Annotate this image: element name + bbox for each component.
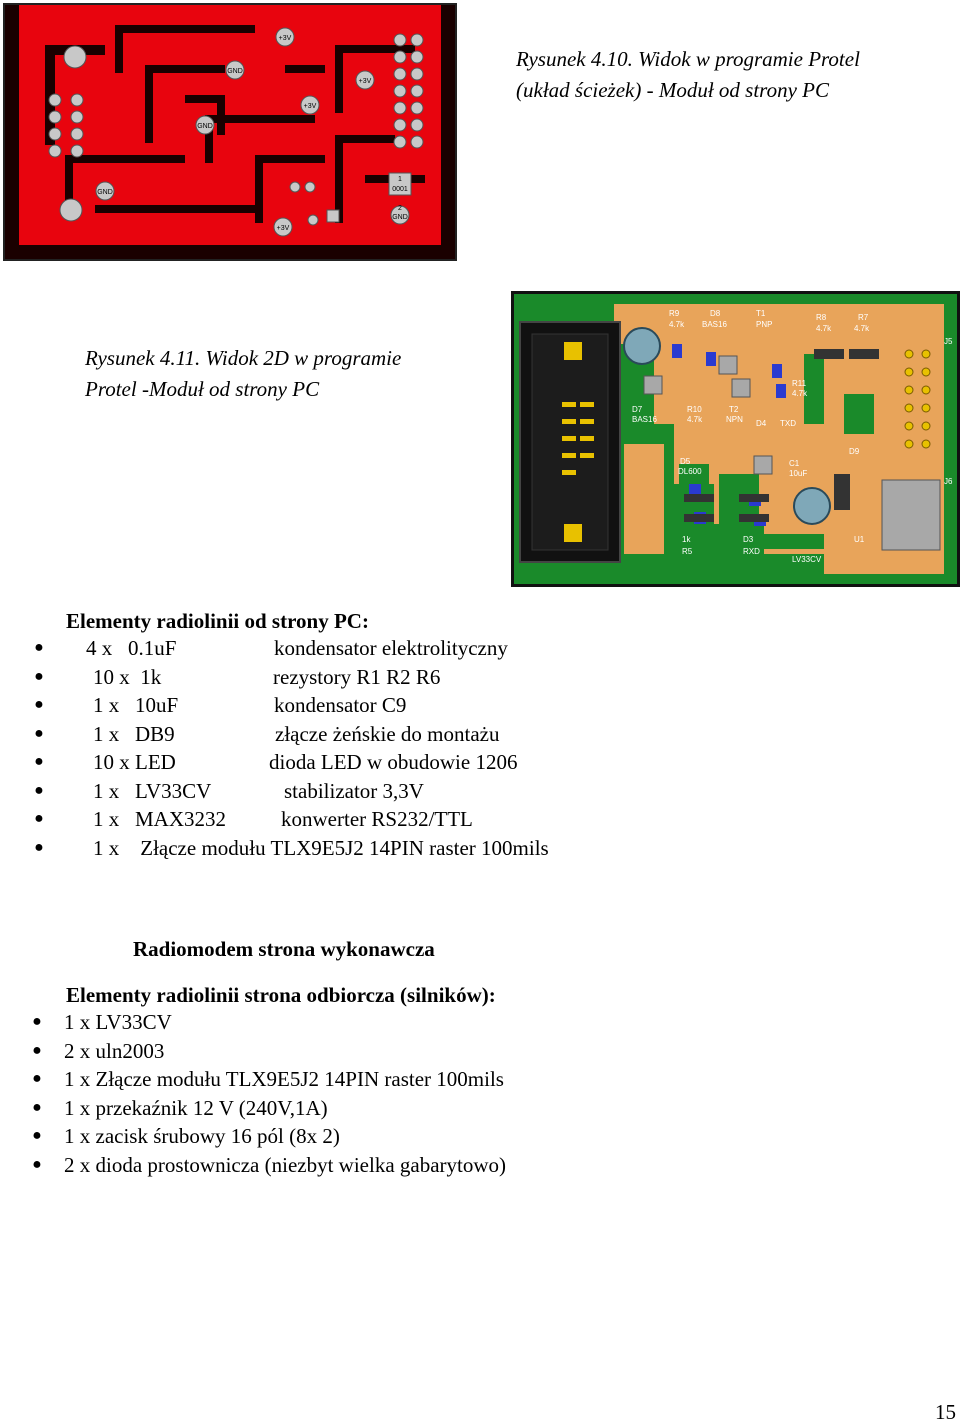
section2-title: Radiomodem strona wykonawcza bbox=[133, 937, 435, 961]
svg-text:4.7k: 4.7k bbox=[854, 324, 870, 333]
svg-text:+3V: +3V bbox=[278, 35, 292, 42]
bullet-icon: ● bbox=[34, 810, 44, 827]
bullet-icon: ● bbox=[34, 753, 44, 770]
svg-text:J5: J5 bbox=[944, 337, 953, 346]
figure-4-11-caption bbox=[85, 343, 505, 405]
svg-text:GND: GND bbox=[197, 123, 213, 130]
list-item: ● 1 x przekaźnik 12 V (240V,1A) bbox=[64, 1094, 764, 1123]
bullet-icon: ● bbox=[32, 1041, 42, 1059]
list-item: ● 1 x LV33CV bbox=[64, 1008, 764, 1037]
svg-text:GND: GND bbox=[227, 68, 243, 75]
list-item: ● 2 x dioda prostownicza (niezbyt wielka gabarytowo) bbox=[64, 1151, 764, 1180]
svg-text:D3: D3 bbox=[743, 535, 754, 544]
bullet-icon: ● bbox=[32, 1070, 42, 1087]
svg-text:4.7k: 4.7k bbox=[792, 389, 808, 398]
svg-text:1k: 1k bbox=[682, 535, 691, 544]
list-item: ● 4 x 0.1uF kondensator elektrolityczny bbox=[66, 634, 766, 663]
list-item: ● 1 x Złącze modułu TLX9E5J2 14PIN raster 100mils bbox=[64, 1065, 764, 1094]
figure-4-10-caption-line2: (układ ścieżek) - Moduł od strony PC bbox=[516, 78, 829, 102]
bullet-icon: ● bbox=[32, 1098, 42, 1116]
list-item: ● 1 x Złącze modułu TLX9E5J2 14PIN raster 100mils bbox=[66, 834, 766, 863]
list-item: ● 1 x LV33CV stabilizator 3,3V bbox=[66, 777, 766, 806]
svg-text:R9: R9 bbox=[669, 309, 680, 318]
pcb-track-layout-image bbox=[3, 3, 457, 261]
svg-text:4.7k: 4.7k bbox=[687, 415, 703, 424]
bullet-icon: ● bbox=[34, 838, 44, 856]
svg-text:PNP: PNP bbox=[756, 320, 773, 329]
svg-text:D5: D5 bbox=[680, 457, 691, 466]
svg-text:RXD: RXD bbox=[743, 547, 760, 556]
svg-text:J6: J6 bbox=[944, 477, 953, 486]
bullet-icon: ● bbox=[34, 781, 44, 799]
figure-4-11-caption-line1: Rysunek 4.11. Widok 2D w programie bbox=[85, 346, 402, 370]
svg-text:C1: C1 bbox=[789, 459, 800, 468]
svg-text:BAS16: BAS16 bbox=[632, 415, 657, 424]
svg-text:BAS16: BAS16 bbox=[702, 320, 727, 329]
pcb-track-drawing bbox=[5, 5, 455, 259]
svg-text:D7: D7 bbox=[632, 405, 643, 414]
figure-4-10-caption-line1: Rysunek 4.10. Widok w programie Protel bbox=[516, 47, 860, 71]
pcb-2d-view-image bbox=[511, 291, 960, 587]
svg-text:R8: R8 bbox=[816, 313, 827, 322]
svg-text:NPN: NPN bbox=[726, 415, 743, 424]
svg-text:GND: GND bbox=[97, 189, 113, 196]
bullet-icon: ● bbox=[32, 1013, 42, 1030]
svg-text:U1: U1 bbox=[854, 535, 865, 544]
svg-text:R5: R5 bbox=[682, 547, 693, 556]
svg-text:1: 1 bbox=[398, 176, 402, 183]
svg-text:R10: R10 bbox=[687, 405, 702, 414]
section2-heading: Elementy radiolinii strona odbiorcza (silników): bbox=[66, 983, 496, 1007]
svg-text:+3V: +3V bbox=[303, 103, 317, 110]
list-item: ● 2 x uln2003 bbox=[64, 1037, 764, 1066]
bullet-icon: ● bbox=[32, 1127, 42, 1144]
bullet-icon: ● bbox=[34, 639, 44, 656]
svg-text:4.7k: 4.7k bbox=[816, 324, 832, 333]
svg-text:+3V: +3V bbox=[358, 78, 372, 85]
page-number: 15 bbox=[935, 1400, 956, 1424]
list-item: ● 10 x LED dioda LED w obudowie 1206 bbox=[66, 748, 766, 777]
list-item: ● 1 x zacisk śrubowy 16 pól (8x 2) bbox=[64, 1122, 764, 1151]
bullet-icon: ● bbox=[32, 1155, 42, 1173]
list-item: ● 1 x 10uF kondensator C9 bbox=[66, 691, 766, 720]
svg-text:T2: T2 bbox=[729, 405, 739, 414]
svg-text:DL600: DL600 bbox=[678, 467, 702, 476]
svg-text:4.7k: 4.7k bbox=[669, 320, 685, 329]
bullet-icon: ● bbox=[34, 696, 44, 713]
svg-text:T1: T1 bbox=[756, 309, 766, 318]
svg-text:LV33CV: LV33CV bbox=[792, 555, 822, 564]
svg-text:10uF: 10uF bbox=[789, 469, 808, 478]
section1-heading: Elementy radiolinii od strony PC: bbox=[66, 609, 369, 633]
list-item: ● 10 x 1k rezystory R1 R2 R6 bbox=[66, 663, 766, 692]
svg-text:+3V: +3V bbox=[276, 225, 290, 232]
section2-list bbox=[32, 1008, 764, 1179]
bullet-icon: ● bbox=[34, 724, 44, 742]
list-item: ● 1 x MAX3232 konwerter RS232/TTL bbox=[66, 805, 766, 834]
svg-text:2: 2 bbox=[398, 205, 402, 212]
figure-4-10-caption bbox=[516, 44, 946, 106]
figure-4-11-caption-line2: Protel -Moduł od strony PC bbox=[85, 377, 320, 401]
svg-text:0001: 0001 bbox=[392, 186, 408, 193]
svg-text:GND: GND bbox=[392, 214, 408, 221]
bullet-icon: ● bbox=[34, 667, 44, 685]
svg-text:R7: R7 bbox=[858, 313, 869, 322]
pcb-2d-drawing bbox=[514, 294, 957, 584]
section1-list bbox=[34, 634, 766, 862]
svg-text:D9: D9 bbox=[849, 447, 860, 456]
svg-text:R11: R11 bbox=[792, 379, 807, 388]
svg-text:D4: D4 bbox=[756, 419, 767, 428]
svg-text:TXD: TXD bbox=[780, 419, 796, 428]
list-item: ● 1 x DB9 złącze żeńskie do montażu bbox=[66, 720, 766, 749]
svg-text:D8: D8 bbox=[710, 309, 721, 318]
